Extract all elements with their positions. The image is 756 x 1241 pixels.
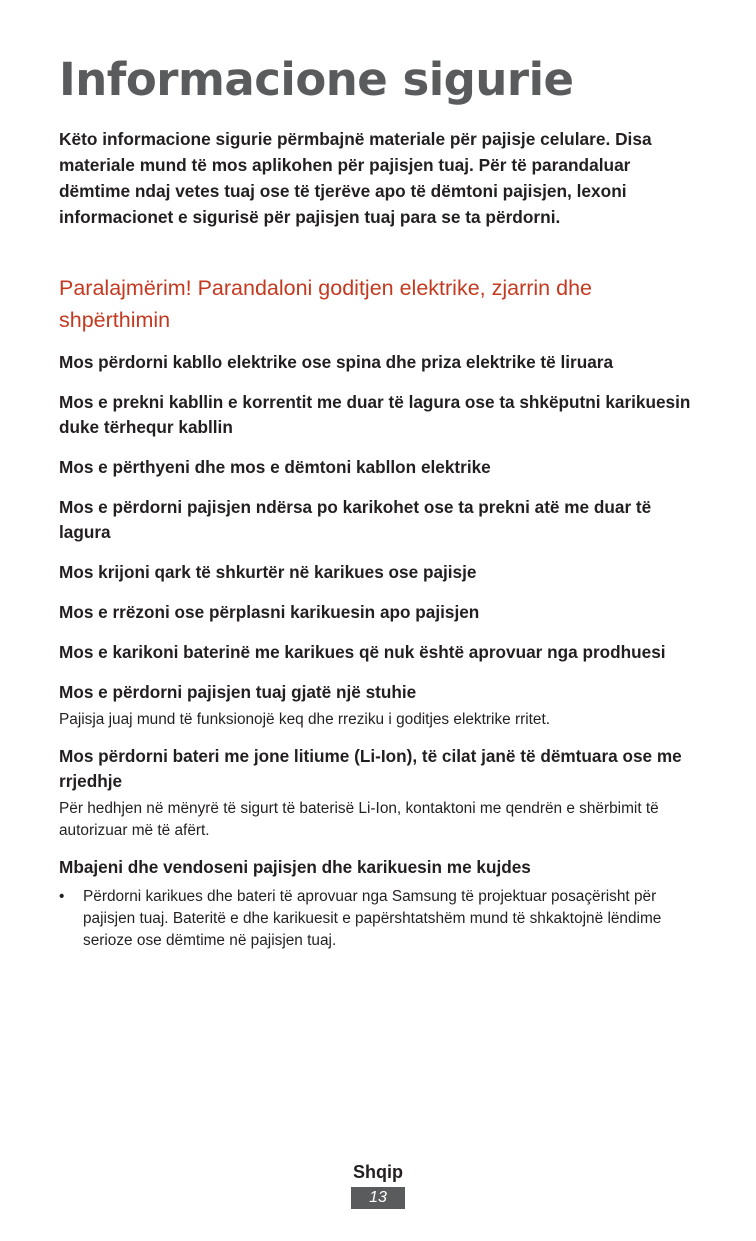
safety-item bbox=[59, 744, 699, 842]
safety-item-heading: Mbajeni dhe vendoseni pajisjen dhe karikuesin me kujdes bbox=[59, 857, 531, 877]
page-content bbox=[59, 52, 699, 952]
safety-item bbox=[59, 455, 699, 480]
safety-item-heading: Mos e prekni kabllin e korrentit me duar të lagura ose ta shkëputni karikuesin duke tërhequr kabllin bbox=[59, 392, 691, 437]
safety-item bbox=[59, 350, 699, 375]
list-item bbox=[59, 886, 699, 952]
safety-items bbox=[59, 350, 699, 952]
warning-heading: Paralajmërim! Parandaloni goditjen elektrike, zjarrin dhe shpërthimin bbox=[59, 276, 592, 332]
safety-item-body: Për hedhjen në mënyrë të sigurt të baterisë Li-Ion, kontaktoni me qendrën e shërbimit të autorizuar më të afërt. bbox=[59, 800, 659, 839]
list-item-text: Përdorni karikues dhe bateri të aprovuar nga Samsung të projektuar posaçërisht për pajisjen tuaj. Bateritë e dhe karikuesit e papërshtatshëm mund të shkaktojnë lëndime serioze ose dëmtime në pajisjen tuaj. bbox=[83, 888, 662, 949]
page-footer bbox=[0, 1159, 756, 1209]
bullet-list bbox=[59, 886, 699, 952]
safety-item-heading: Mos e karikoni baterinë me karikues që nuk është aprovuar nga prodhuesi bbox=[59, 642, 666, 662]
safety-item-heading: Mos përdorni bateri me jone litiume (Li-Ion), të cilat janë të dëmtuara ose me rrjedhje bbox=[59, 746, 682, 791]
bullet-icon: • bbox=[59, 888, 65, 905]
intro-paragraph: Këto informacione sigurie përmbajnë materiale për pajisje celulare. Disa materiale mund të mos aplikohen për pajisjen tuaj. Për të parandaluar dëmtime ndaj vetes tuaj ose të tjerëve apo të dëmtoni pajisjen, lexoni informacionet e sigurisë për pajisjen tuaj para se ta përdorni. bbox=[59, 129, 652, 227]
safety-item bbox=[59, 680, 699, 731]
safety-item bbox=[59, 495, 699, 545]
footer-language: Shqip bbox=[353, 1162, 403, 1182]
safety-item bbox=[59, 855, 699, 952]
safety-item-heading: Mos e rrëzoni ose përplasni karikuesin apo pajisjen bbox=[59, 602, 480, 622]
safety-item-body: Pajisja juaj mund të funksionojë keq dhe rreziku i goditjes elektrike rritet. bbox=[59, 711, 551, 728]
safety-item-heading: Mos përdorni kabllo elektrike ose spina dhe priza elektrike të liruara bbox=[59, 352, 614, 372]
safety-item bbox=[59, 390, 699, 440]
page-number: 13 bbox=[351, 1187, 405, 1209]
safety-item-heading: Mos e përdorni pajisjen ndërsa po karikohet ose ta prekni atë me duar të lagura bbox=[59, 497, 652, 542]
safety-item bbox=[59, 560, 699, 585]
safety-item bbox=[59, 600, 699, 625]
page-title: Informacione sigurie bbox=[59, 53, 574, 106]
safety-item-heading: Mos e përdorni pajisjen tuaj gjatë një stuhie bbox=[59, 682, 417, 702]
safety-item-heading: Mos e përthyeni dhe mos e dëmtoni kabllon elektrike bbox=[59, 457, 491, 477]
safety-item-heading: Mos krijoni qark të shkurtër në karikues ose pajisje bbox=[59, 562, 477, 582]
safety-item bbox=[59, 640, 699, 665]
